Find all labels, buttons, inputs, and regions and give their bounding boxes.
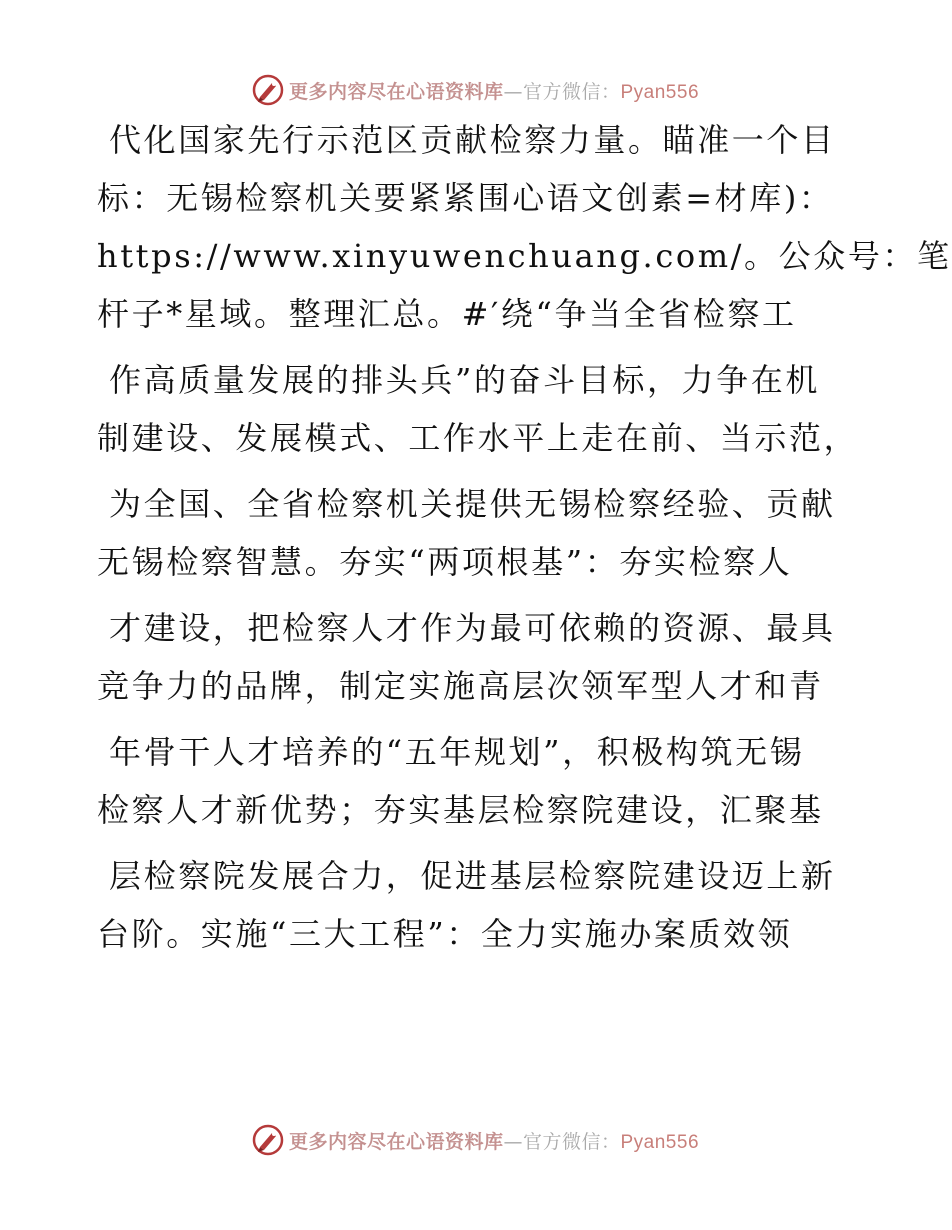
body-line-7: 为全国、全省检察机关提供无锡检察经验、贡献 — [109, 485, 836, 523]
footer-wechat-id: Pyan556 — [620, 1131, 700, 1153]
header-banner-main: 更多内容尽在心语资料库 — [288, 80, 504, 103]
header-banner-dash: — — [503, 80, 523, 103]
body-line-14: 台阶。实施“三大工程”：全力实施办案质效领 — [97, 915, 793, 953]
header-banner — [0, 68, 950, 112]
body-line-11: 年骨干人才培养的“五年规划”，积极构筑无锡 — [109, 733, 805, 771]
header-wechat-label: 官方微信： — [522, 80, 621, 103]
body-line-1: 代化国家先行示范区贡献检察力量。瞄准一个目 — [109, 121, 836, 159]
body-line-5: 作高质量发展的排头兵”的奋斗目标，力争在机 — [109, 361, 820, 399]
body-line-6: 制建设、发展模式、工作水平上走在前、当示范， — [97, 419, 859, 457]
footer-banner-dash: — — [503, 1130, 523, 1153]
body-line-4: 杆子*星域。整理汇总。#′绕“争当全省检察工 — [97, 295, 797, 333]
body-line-3: https://www.xinyuwenchuang.com/。公众号：笔 — [97, 237, 952, 275]
body-line-12: 检察人才新优势；夯实基层检察院建设，汇聚基 — [97, 791, 824, 829]
body-line-8: 无锡检察智慧。夯实“两项根基”：夯实检察人 — [97, 543, 793, 581]
pen-circle-logo-icon — [251, 73, 285, 107]
body-line-13: 层检察院发展合力，促进基层检察院建设迈上新 — [109, 857, 836, 895]
footer-banner-main: 更多内容尽在心语资料库 — [288, 1130, 504, 1153]
footer-banner — [0, 1118, 950, 1162]
body-line-9: 才建设，把检察人才作为最可依赖的资源、最具 — [109, 609, 836, 647]
body-line-10: 竞争力的品牌，制定实施高层次领军型人才和青 — [97, 667, 824, 705]
document-body — [97, 118, 952, 956]
body-line-2: 标：无锡检察机关要紧紧围心语文创素=材库)： — [97, 179, 834, 217]
footer-wechat-label: 官方微信： — [522, 1130, 621, 1153]
header-wechat-id: Pyan556 — [620, 81, 700, 103]
pen-circle-logo-icon — [251, 1123, 285, 1157]
